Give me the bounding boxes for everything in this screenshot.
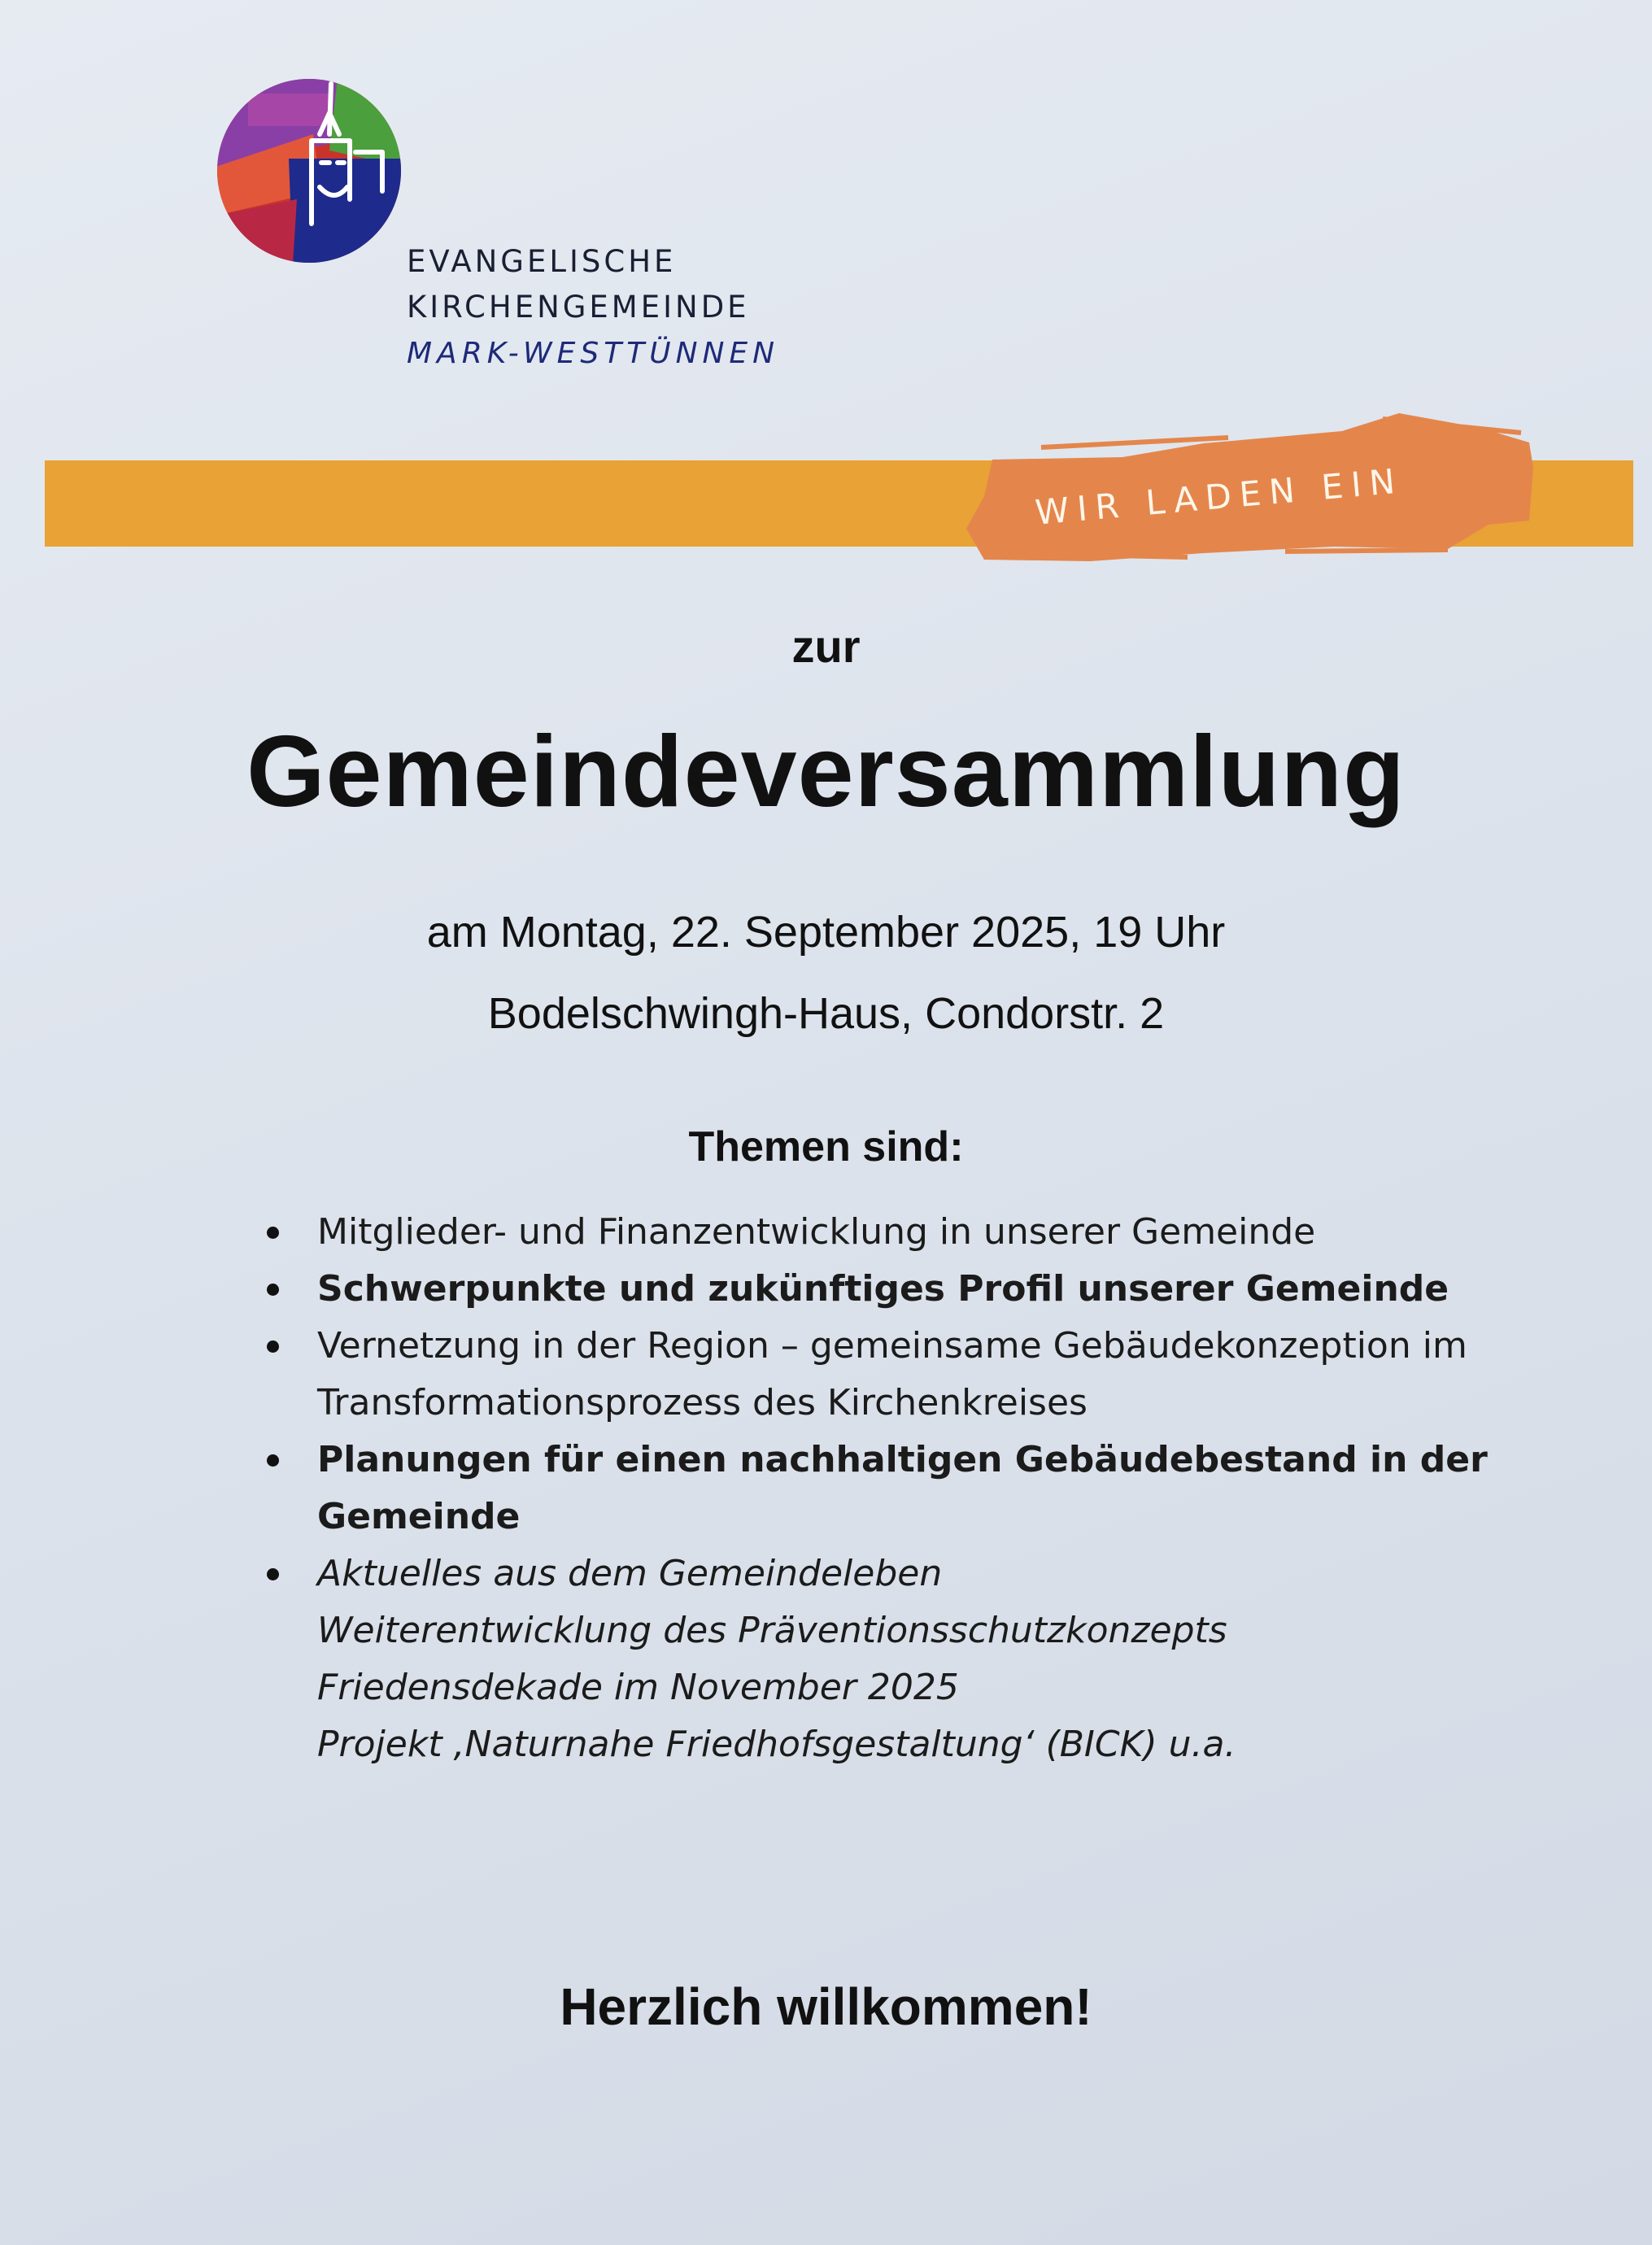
topic-subline: Aktuelles aus dem Gemeindeleben	[317, 1553, 943, 1594]
page-title: Gemeindeversammlung	[246, 716, 1406, 828]
topics-list	[259, 1204, 1495, 1773]
list-item	[259, 1432, 1495, 1545]
list-item	[259, 1318, 1495, 1432]
topic-text: Schwerpunkte und zukünftiges Profil unserer Gemeinde	[317, 1268, 1449, 1310]
org-subtitle: MARK-WESTTÜNNEN	[407, 337, 780, 370]
topic-text: Planungen für einen nachhaltigen Gebäudebestand in der Gemeinde	[317, 1439, 1488, 1537]
topic-subline: Weiterentwicklung des Präventionsschutzkonzepts	[317, 1610, 1227, 1651]
topic-text: Vernetzung in der Region – gemeinsame Gebäudekonzeption im Transformationsprozess des Kirchenkreises	[317, 1325, 1467, 1423]
event-date: am Montag, 22. September 2025, 19 Uhr	[426, 908, 1226, 957]
topic-subline: Friedensdekade im November 2025	[317, 1667, 959, 1708]
topic-text: Mitglieder- und Finanzentwicklung in unserer Gemeinde	[317, 1211, 1316, 1253]
topics-heading: Themen sind:	[688, 1123, 964, 1170]
intro-word: zur	[791, 621, 861, 672]
list-item	[259, 1204, 1495, 1261]
welcome-message: Herzlich willkommen!	[560, 1977, 1092, 2036]
church-logo-icon	[216, 77, 403, 264]
list-item	[259, 1545, 1495, 1773]
banner-text: WIR LADEN EIN	[1033, 460, 1405, 533]
list-item	[259, 1261, 1495, 1318]
bullet-icon	[267, 1227, 279, 1239]
bullet-icon	[267, 1568, 279, 1580]
org-name-line-2: KIRCHENGEMEINDE	[407, 290, 750, 325]
bullet-icon	[267, 1340, 279, 1353]
event-location: Bodelschwingh-Haus, Condorstr. 2	[487, 989, 1165, 1038]
topic-subline: Projekt ‚Naturnahe Friedhofsgestaltung‘ (BICK) u.a.	[317, 1724, 1236, 1765]
org-name-line-1: EVANGELISCHE	[407, 244, 677, 279]
bullet-icon	[267, 1284, 279, 1296]
bullet-icon	[267, 1454, 279, 1467]
